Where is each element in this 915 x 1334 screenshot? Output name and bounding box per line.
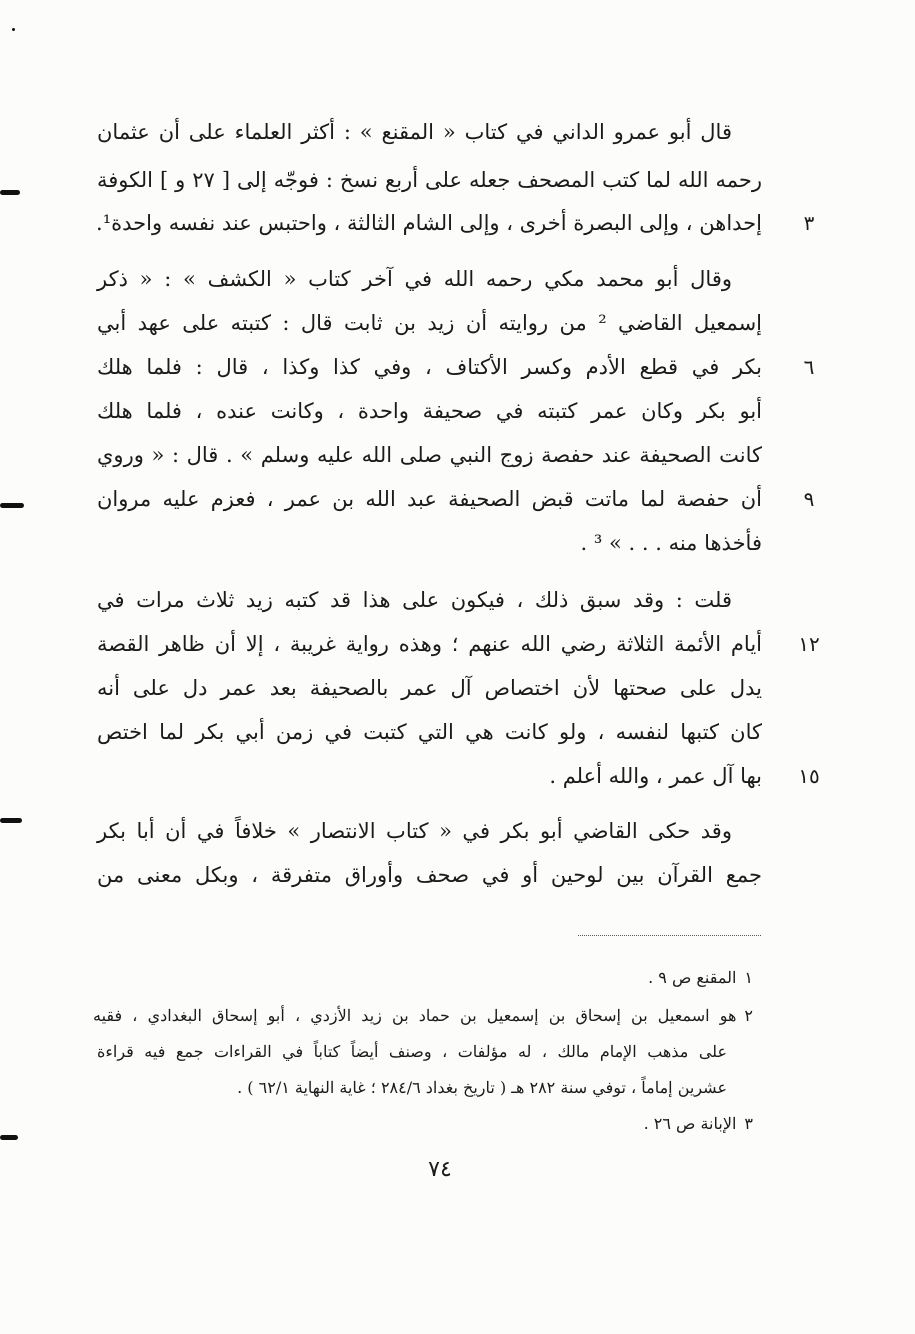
scan-edge-mark	[0, 503, 24, 508]
scan-edge-mark	[0, 190, 20, 195]
line-number: ٣	[803, 211, 815, 235]
page-number: ٧٤	[428, 1157, 452, 1182]
text-line: رحمه الله لما كتب المصحف جعله على أربع نسخ : فوجّه إلى [ ٢٧ و ] الكوفة	[97, 168, 762, 192]
footnote-text: المقنع ص ٩ .	[648, 968, 737, 987]
text-line: جمع القرآن بين لوحين أو في صحف وأوراق متفرقة ، وبكل معنى من	[97, 863, 762, 887]
footnote	[93, 962, 753, 994]
scan-edge-mark	[0, 1135, 18, 1140]
footnote	[93, 1108, 753, 1140]
text-line: أن حفصة لما ماتت قبض الصحيفة عبد الله بن عمر ، فعزم عليه مروان	[97, 487, 762, 511]
text-line: أبو بكر وكان عمر كتبته في صحيفة واحدة ، وكانت عنده ، فلما هلك	[97, 399, 762, 423]
footnote-number: ٢	[744, 1006, 753, 1025]
text-line: بكر في قطع الأدم وكسر الأكتاف ، وفي كذا وكذا ، قال : فلما هلك	[97, 355, 762, 379]
text-line: كانت الصحيفة عند حفصة زوج النبي صلى الله عليه وسلم » . قال : « وروي	[97, 443, 762, 467]
text-line: وقال أبو محمد مكي رحمه الله في آخر كتاب « الكشف » : « ذكر	[97, 267, 732, 291]
text-line: وقد حكى القاضي أبو بكر في « كتاب الانتصار » خلافاً في أن أبا بكر	[97, 819, 732, 843]
line-number: ٩	[803, 487, 815, 511]
line-number: ١٥	[798, 764, 820, 788]
footnote-number: ١	[744, 968, 753, 987]
footnote-separator	[578, 935, 761, 936]
text-line: بها آل عمر ، والله أعلم .	[549, 764, 762, 788]
line-number: ٦	[803, 355, 815, 379]
footnote-text: الإبانة ص ٢٦ .	[643, 1114, 737, 1133]
text-line: فأخذها منه . . . » ³ .	[580, 531, 762, 555]
scan-speck	[12, 28, 15, 31]
footnote	[93, 1000, 753, 1032]
text-line: يدل على صحتها لأن اختصاص آل عمر بالصحيفة بعد عمر دل على أنه	[97, 676, 762, 700]
footnote-number: ٣	[744, 1114, 753, 1133]
text-line: قال أبو عمرو الداني في كتاب « المقنع » : أكثر العلماء على أن عثمان	[97, 120, 732, 144]
text-line: كان كتبها لنفسه ، ولو كانت هي التي كتبت في زمن أبي بكر لما اختص	[97, 720, 762, 744]
text-line: قلت : وقد سبق ذلك ، فيكون على هذا قد كتبه زيد ثلاث مرات في	[97, 588, 732, 612]
text-line: إحداهن ، وإلى البصرة أخرى ، وإلى الشام الثالثة ، واحتبس عند نفسه واحدة¹.	[96, 211, 762, 235]
scan-edge-mark	[0, 818, 22, 823]
line-number: ١٢	[798, 632, 820, 656]
footnote-text: هو اسمعيل بن إسحاق بن إسمعيل بن حماد بن زيد الأزدي ، أبو إسحاق البغدادي ، فقيه	[93, 1006, 737, 1025]
footnote-continuation: عشرين إماماً ، توفي سنة ٢٨٢ هـ ( تاريخ بغداد ٢٨٤/٦ ؛ غاية النهاية ٦٢/١ ) .	[237, 1078, 727, 1097]
text-line: إسمعيل القاضي ² من روايته أن زيد بن ثابت قال : كتبته على عهد أبي	[97, 311, 762, 335]
text-line: أيام الأئمة الثلاثة رضي الله عنهم ؛ وهذه رواية غريبة ، إلا أن ظاهر القصة	[97, 632, 762, 656]
footnote-continuation: على مذهب الإمام مالك ، له مؤلفات ، وصنف أيضاً كتاباً في القراءات جمع فيه قراءة	[97, 1042, 727, 1061]
